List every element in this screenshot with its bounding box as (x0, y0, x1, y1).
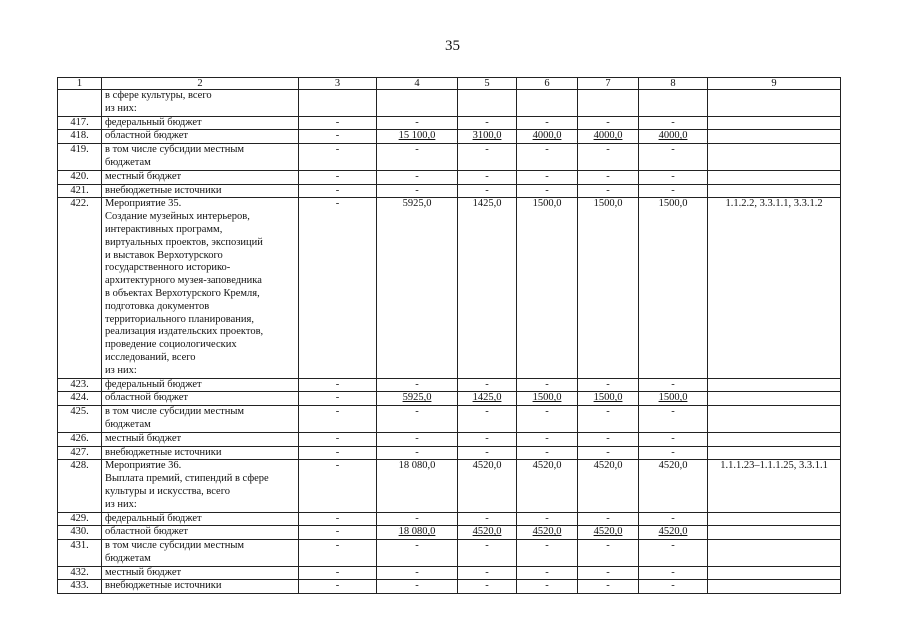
col4-value: - (377, 432, 458, 446)
col5-value: - (458, 580, 517, 594)
col3-value: - (299, 580, 377, 594)
col7-value: - (578, 512, 639, 526)
row-number: 427. (58, 446, 102, 460)
col7-value: - (578, 184, 639, 198)
references (708, 90, 841, 117)
col8-value: - (639, 144, 708, 171)
column-header: 3 (299, 78, 377, 90)
col5-value: - (458, 512, 517, 526)
col7-value: - (578, 540, 639, 567)
table-row (58, 392, 841, 406)
row-label: федеральный бюджет (102, 116, 299, 130)
table-row (58, 446, 841, 460)
column-header: 4 (377, 78, 458, 90)
references (708, 512, 841, 526)
col6-value: - (517, 566, 578, 580)
col6-value: 1500,0 (517, 198, 578, 378)
col8-value: - (639, 580, 708, 594)
col6-value: - (517, 512, 578, 526)
col6-value: - (517, 170, 578, 184)
table-row (58, 460, 841, 512)
col5-value (458, 90, 517, 117)
table-row (58, 130, 841, 144)
col3-value: - (299, 460, 377, 512)
col8-value: - (639, 406, 708, 433)
col8-value: - (639, 446, 708, 460)
page-number: 35 (445, 38, 460, 54)
col6-value (517, 90, 578, 117)
references (708, 144, 841, 171)
col3-value: - (299, 116, 377, 130)
row-label: местный бюджет (102, 170, 299, 184)
col5-value: - (458, 116, 517, 130)
col3-value: - (299, 566, 377, 580)
table-row (58, 566, 841, 580)
col3-value: - (299, 432, 377, 446)
col7-value: - (578, 378, 639, 392)
references (708, 170, 841, 184)
row-label: внебюджетные источники (102, 446, 299, 460)
row-number: 422. (58, 198, 102, 378)
col3-value: - (299, 144, 377, 171)
col5-value: - (458, 432, 517, 446)
col7-value: 1500,0 (578, 198, 639, 378)
row-number: 419. (58, 144, 102, 171)
col5-value: 4520,0 (458, 526, 517, 540)
col6-value: - (517, 184, 578, 198)
col6-value: - (517, 446, 578, 460)
budget-table (57, 77, 841, 594)
col4-value: 15 100,0 (377, 130, 458, 144)
col3-value: - (299, 512, 377, 526)
col8-value: 4000,0 (639, 130, 708, 144)
col4-value: - (377, 446, 458, 460)
col7-value: - (578, 580, 639, 594)
row-label: в том числе субсидии местным бюджетам (102, 406, 299, 433)
references (708, 526, 841, 540)
col6-value: 4000,0 (517, 130, 578, 144)
col5-value: - (458, 566, 517, 580)
row-label: федеральный бюджет (102, 378, 299, 392)
column-header: 1 (58, 78, 102, 90)
col4-value: 18 080,0 (377, 460, 458, 512)
col3-value: - (299, 406, 377, 433)
col3-value: - (299, 378, 377, 392)
col3-value (299, 90, 377, 117)
references (708, 446, 841, 460)
column-header: 5 (458, 78, 517, 90)
col4-value: 5925,0 (377, 198, 458, 378)
col3-value: - (299, 526, 377, 540)
row-label: Мероприятие 35. Создание музейных интерьеров, интерактивных программ, виртуальных проектов, экспозиций и выставок Верхотурского государственного историко- архитектурного музея-заповедника в объектах Верхотурского Кремля, подготовка документов территориального планирования, реализация издательских проектов, проведение социологических исследований, всего из них: (102, 198, 299, 378)
col4-value: 5925,0 (377, 392, 458, 406)
table-row (58, 540, 841, 567)
col4-value: - (377, 566, 458, 580)
col7-value: - (578, 144, 639, 171)
col5-value: - (458, 144, 517, 171)
row-label: местный бюджет (102, 566, 299, 580)
col7-value: 4000,0 (578, 130, 639, 144)
col8-value: - (639, 566, 708, 580)
row-number (58, 90, 102, 117)
row-number: 420. (58, 170, 102, 184)
table-row (58, 116, 841, 130)
table-row (58, 184, 841, 198)
table-row (58, 170, 841, 184)
row-number: 433. (58, 580, 102, 594)
col5-value: - (458, 446, 517, 460)
col5-value: - (458, 406, 517, 433)
col4-value: - (377, 170, 458, 184)
references (708, 130, 841, 144)
row-label: областной бюджет (102, 392, 299, 406)
row-number: 432. (58, 566, 102, 580)
col3-value: - (299, 540, 377, 567)
col4-value: - (377, 144, 458, 171)
col8-value: 4520,0 (639, 460, 708, 512)
col6-value: - (517, 432, 578, 446)
col8-value: 1500,0 (639, 198, 708, 378)
col7-value: - (578, 566, 639, 580)
col5-value: - (458, 378, 517, 392)
col3-value: - (299, 392, 377, 406)
col4-value: - (377, 378, 458, 392)
col4-value: - (377, 580, 458, 594)
col6-value: 4520,0 (517, 460, 578, 512)
col4-value: - (377, 512, 458, 526)
column-header: 2 (102, 78, 299, 90)
table-row (58, 526, 841, 540)
col4-value: 18 080,0 (377, 526, 458, 540)
header-row (58, 78, 841, 90)
references (708, 378, 841, 392)
col7-value: - (578, 446, 639, 460)
col4-value (377, 90, 458, 117)
col7-value: 4520,0 (578, 526, 639, 540)
table-row (58, 406, 841, 433)
references (708, 184, 841, 198)
column-header: 9 (708, 78, 841, 90)
col7-value: - (578, 116, 639, 130)
row-number: 428. (58, 460, 102, 512)
col8-value: - (639, 170, 708, 184)
col4-value: - (377, 406, 458, 433)
col8-value: - (639, 512, 708, 526)
column-header: 6 (517, 78, 578, 90)
table-row (58, 198, 841, 378)
row-number: 425. (58, 406, 102, 433)
table-row (58, 432, 841, 446)
row-label: внебюджетные источники (102, 184, 299, 198)
col4-value: - (377, 540, 458, 567)
references: 1.1.1.23–1.1.1.25, 3.3.1.1 (708, 460, 841, 512)
row-number: 418. (58, 130, 102, 144)
col7-value: - (578, 406, 639, 433)
row-number: 429. (58, 512, 102, 526)
col4-value: - (377, 184, 458, 198)
col7-value: - (578, 170, 639, 184)
col4-value: - (377, 116, 458, 130)
references (708, 406, 841, 433)
row-label: в сфере культуры, всего из них: (102, 90, 299, 117)
row-label: местный бюджет (102, 432, 299, 446)
col3-value: - (299, 198, 377, 378)
col3-value: - (299, 446, 377, 460)
table-row (58, 90, 841, 117)
col6-value: 1500,0 (517, 392, 578, 406)
references: 1.1.2.2, 3.3.1.1, 3.3.1.2 (708, 198, 841, 378)
col8-value: 4520,0 (639, 526, 708, 540)
table-row (58, 144, 841, 171)
references (708, 432, 841, 446)
col3-value: - (299, 130, 377, 144)
row-label: внебюджетные источники (102, 580, 299, 594)
col8-value: - (639, 540, 708, 567)
col5-value: 1425,0 (458, 198, 517, 378)
col7-value: - (578, 432, 639, 446)
row-number: 431. (58, 540, 102, 567)
col6-value: - (517, 406, 578, 433)
references (708, 392, 841, 406)
col8-value: 1500,0 (639, 392, 708, 406)
row-label: Мероприятие 36. Выплата премий, стипендий в сфере культуры и искусства, всего из них: (102, 460, 299, 512)
references (708, 540, 841, 567)
references (708, 116, 841, 130)
references (708, 566, 841, 580)
col8-value: - (639, 116, 708, 130)
row-number: 417. (58, 116, 102, 130)
row-number: 424. (58, 392, 102, 406)
row-number: 421. (58, 184, 102, 198)
row-number: 430. (58, 526, 102, 540)
col6-value: - (517, 580, 578, 594)
col8-value: - (639, 184, 708, 198)
col6-value: - (517, 540, 578, 567)
row-label: в том числе субсидии местным бюджетам (102, 144, 299, 171)
column-header: 8 (639, 78, 708, 90)
col6-value: 4520,0 (517, 526, 578, 540)
col7-value (578, 90, 639, 117)
col3-value: - (299, 184, 377, 198)
table-row (58, 378, 841, 392)
row-label: в том числе субсидии местным бюджетам (102, 540, 299, 567)
row-label: федеральный бюджет (102, 512, 299, 526)
col8-value (639, 90, 708, 117)
col5-value: - (458, 184, 517, 198)
row-label: областной бюджет (102, 526, 299, 540)
row-label: областной бюджет (102, 130, 299, 144)
col5-value: 3100,0 (458, 130, 517, 144)
col5-value: - (458, 540, 517, 567)
col5-value: 4520,0 (458, 460, 517, 512)
col6-value: - (517, 378, 578, 392)
col3-value: - (299, 170, 377, 184)
col8-value: - (639, 378, 708, 392)
column-header: 7 (578, 78, 639, 90)
col8-value: - (639, 432, 708, 446)
row-number: 426. (58, 432, 102, 446)
col5-value: 1425,0 (458, 392, 517, 406)
references (708, 580, 841, 594)
table-row (58, 512, 841, 526)
col7-value: 4520,0 (578, 460, 639, 512)
row-number: 423. (58, 378, 102, 392)
col5-value: - (458, 170, 517, 184)
col6-value: - (517, 144, 578, 171)
col7-value: 1500,0 (578, 392, 639, 406)
col6-value: - (517, 116, 578, 130)
table-row (58, 580, 841, 594)
